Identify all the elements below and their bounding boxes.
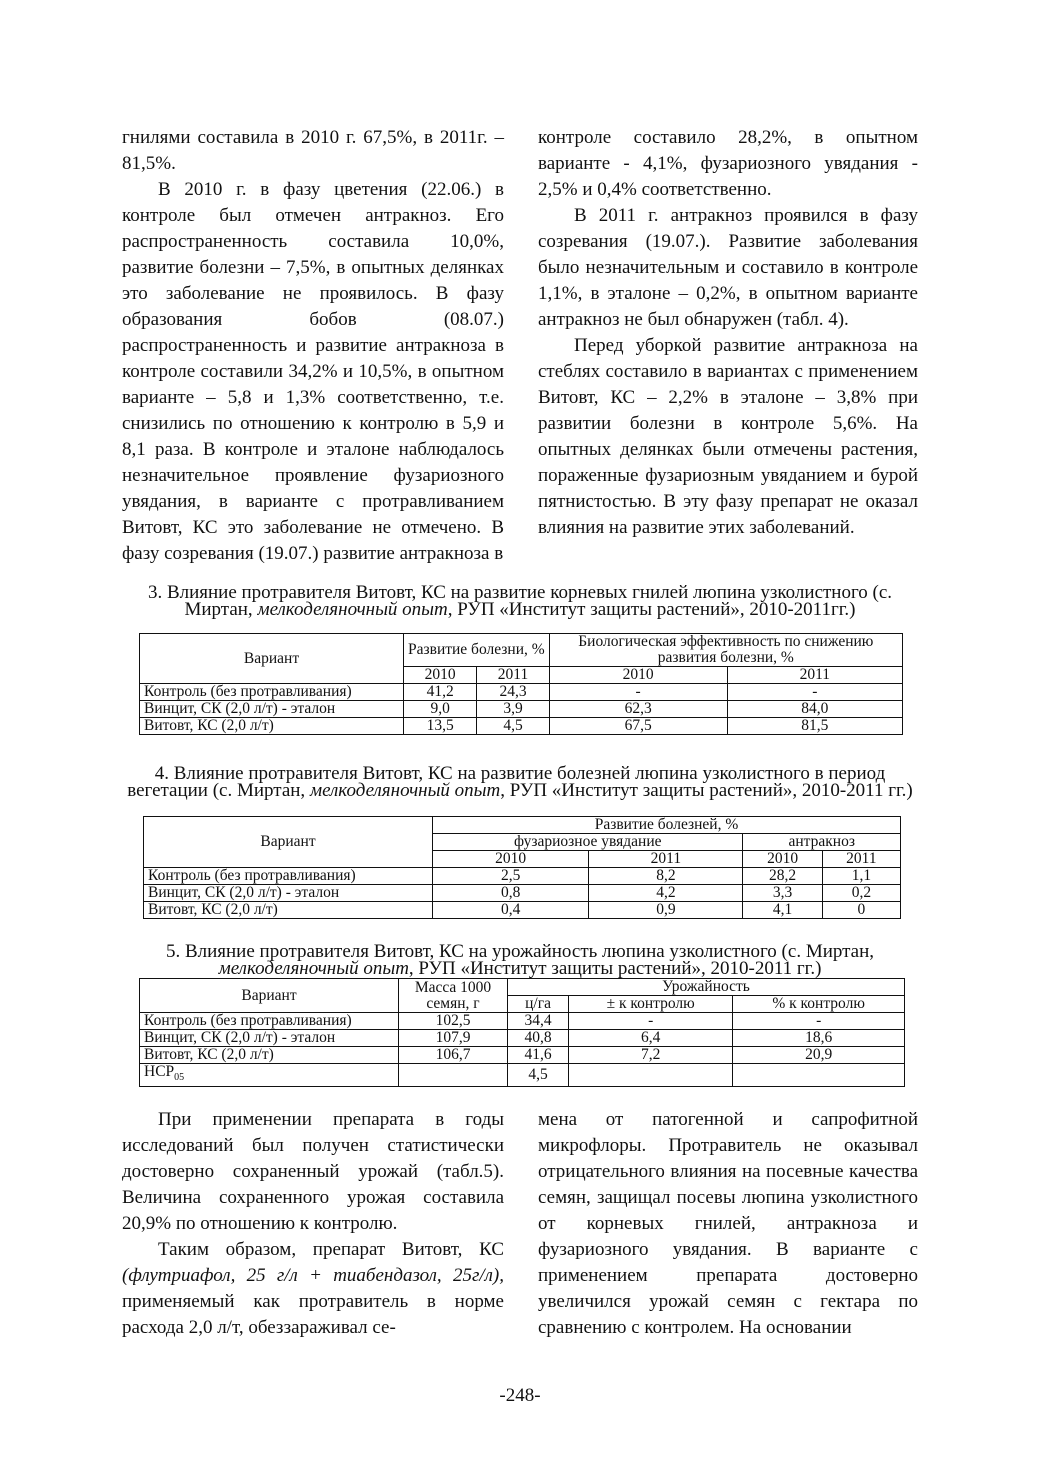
table-row: Винцит, СК (2,0 л/т) - эталон 0,8 4,2 3,3 0,2: [144, 885, 901, 902]
header-year: 2011: [727, 667, 902, 684]
bottom-right-column: [538, 1107, 918, 1341]
table3-caption: 3. Влияние протравителя Витовт, КС на развитие корневых гнилей люпина узколистного (с. Миртан, мелкоделяночный опыт, РУП «Институт защиты растений», 2010-2011гг.): [147, 582, 893, 620]
header-variant: Вариант: [144, 817, 433, 868]
table4-caption: 4. Влияние протравителя Витовт, КС на развитие болезней люпина узколистного в период вегетации (с. Миртан, мелкоделяночный опыт, РУП «Институт защиты растений», 2010-2011 гг.): [127, 763, 913, 801]
header-cga: ц/га: [508, 996, 569, 1013]
table-row-hsr: $НСР_{05}$ 4,5: [140, 1064, 905, 1087]
header-yield: Урожайность: [508, 979, 905, 996]
table-row: Витовт, КС (2,0 л/т) 0,4 0,9 4,1 0: [144, 902, 901, 919]
table-row: Витовт, КС (2,0 л/т) 13,5 4,5 67,5 81,5: [140, 718, 903, 735]
table-row: Контроль (без протравливания) 2,5 8,2 28,2 1,1: [144, 868, 901, 885]
header-pct-control: % к контролю: [733, 996, 905, 1013]
header-development: Развитие болезней, %: [433, 817, 901, 834]
header-anthracnose: антракноз: [743, 834, 901, 851]
paragraph: мена от патогенной и сапрофитной микрофлоры. Протравитель не оказывал отрицательного влияния на посевные качества семян, защищал посевы люпина узколистного от корневых гнилей, антракноза и фузариозного увядания. В варианте с применением препарата достоверно увеличился урожай семян с гектара по сравнению с контролем. На основании: [538, 1109, 918, 1338]
header-year: 2011: [589, 851, 743, 868]
table-row: Винцит, СК (2,0 л/т) - эталон 9,0 3,9 62,3 84,0: [140, 701, 903, 718]
paragraph: В 2010 г. в фазу цветения (22.06.) в контроле был отмечен антракноз. Его распространенность составила 10,0%, развитие болезни – 7,5%, в опытных делянках это заболевание не проявилось. В фазу образования бобов (08.07.) распространенность и развитие антракноза в контроле составили 34,2% и 10,5%, в опытном варианте – 5,8 и 1,3% соответственно, т.е. снизились по отношению к контролю в 5,9 и 8,1 раза. В контроле и эталоне наблюдалось незначительное проявление фузариозного увядания, в варианте с протравливанием Витовт, КС это заболевание не отмечено. В фазу созревания (19.07.) развитие антракноза в: [122, 179, 504, 564]
header-year: 2010: [404, 667, 477, 684]
top-left-column: [122, 125, 504, 567]
paragraph: гнилями составила в 2010 г. 67,5%, в 2011г. – 81,5%.: [122, 127, 504, 174]
header-fusarium: фузариозное увядание: [433, 834, 743, 851]
table5: [139, 978, 905, 1087]
header-year: 2011: [477, 667, 549, 684]
paragraph: Таким образом, препарат Витовт, КС (флутриафол, 25 г/л + тиабендазол, 25г/л), применяемый как протравитель в норме расхода 2,0 л/т, обеззараживал се-: [122, 1239, 504, 1338]
header-year: 2011: [822, 851, 900, 868]
paragraph: При применении препарата в годы исследований был получен статистически достоверно сохраненный урожай (табл.5). Величина сохраненного урожая составила 20,9% по отношению к контролю.: [122, 1109, 504, 1234]
bottom-left-column: [122, 1107, 504, 1341]
header-variant: Вариант: [140, 634, 404, 684]
table3: [139, 633, 903, 735]
header-vs-control: ± к контролю: [569, 996, 733, 1013]
top-right-column: [538, 125, 918, 541]
table-row: Винцит, СК (2,0 л/т) - эталон 107,9 40,8 6,4 18,6: [140, 1030, 905, 1047]
header-year: 2010: [549, 667, 727, 684]
table4: [143, 816, 901, 919]
table-row: Контроль (без протравливания) 102,5 34,4 - -: [140, 1013, 905, 1030]
table-row: Витовт, КС (2,0 л/т) 106,7 41,6 7,2 20,9: [140, 1047, 905, 1064]
paragraph: контроле составило 28,2%, в опытном варианте - 4,1%, фузариозного увядания - 2,5% и 0,4% соответственно.: [538, 127, 918, 200]
header-efficiency: Биологическая эффективность по снижению развития болезни, %: [549, 634, 902, 667]
header-development: Развитие болезни, %: [404, 634, 550, 667]
page-number: -248-: [499, 1385, 541, 1406]
paragraph: В 2011 г. антракноз проявился в фазу созревания (19.07.). Развитие заболевания было незначительным и составило в контроле 1,1%, в эталоне – 0,2%, в опытном варианте антракноз не был обнаружен (табл. 4).: [538, 205, 918, 330]
header-variant: Вариант: [140, 979, 399, 1013]
table-row: Контроль (без протравливания) 41,2 24,3 - -: [140, 684, 903, 701]
header-year: 2010: [433, 851, 589, 868]
header-mass: Масса 1000 семян, г: [399, 979, 508, 1013]
paragraph: Перед уборкой развитие антракноза на стеблях составило в вариантах с применением Витовт, КС – 2,2% в эталоне – 3,8% при развитии болезни в контроле 5,6%. На опытных делянках были отмечены растения, пораженные фузариозным увяданием и бурой пятнистостью. В эту фазу препарат не оказал влияния на развитие этих заболеваний.: [538, 335, 918, 538]
table5-caption: 5. Влияние протравителя Витовт, КС на урожайность люпина узколистного (с. Миртан, мелкоделяночный опыт, РУП «Институт защиты растений», 2010-2011 гг.): [165, 941, 875, 979]
header-year: 2010: [743, 851, 822, 868]
